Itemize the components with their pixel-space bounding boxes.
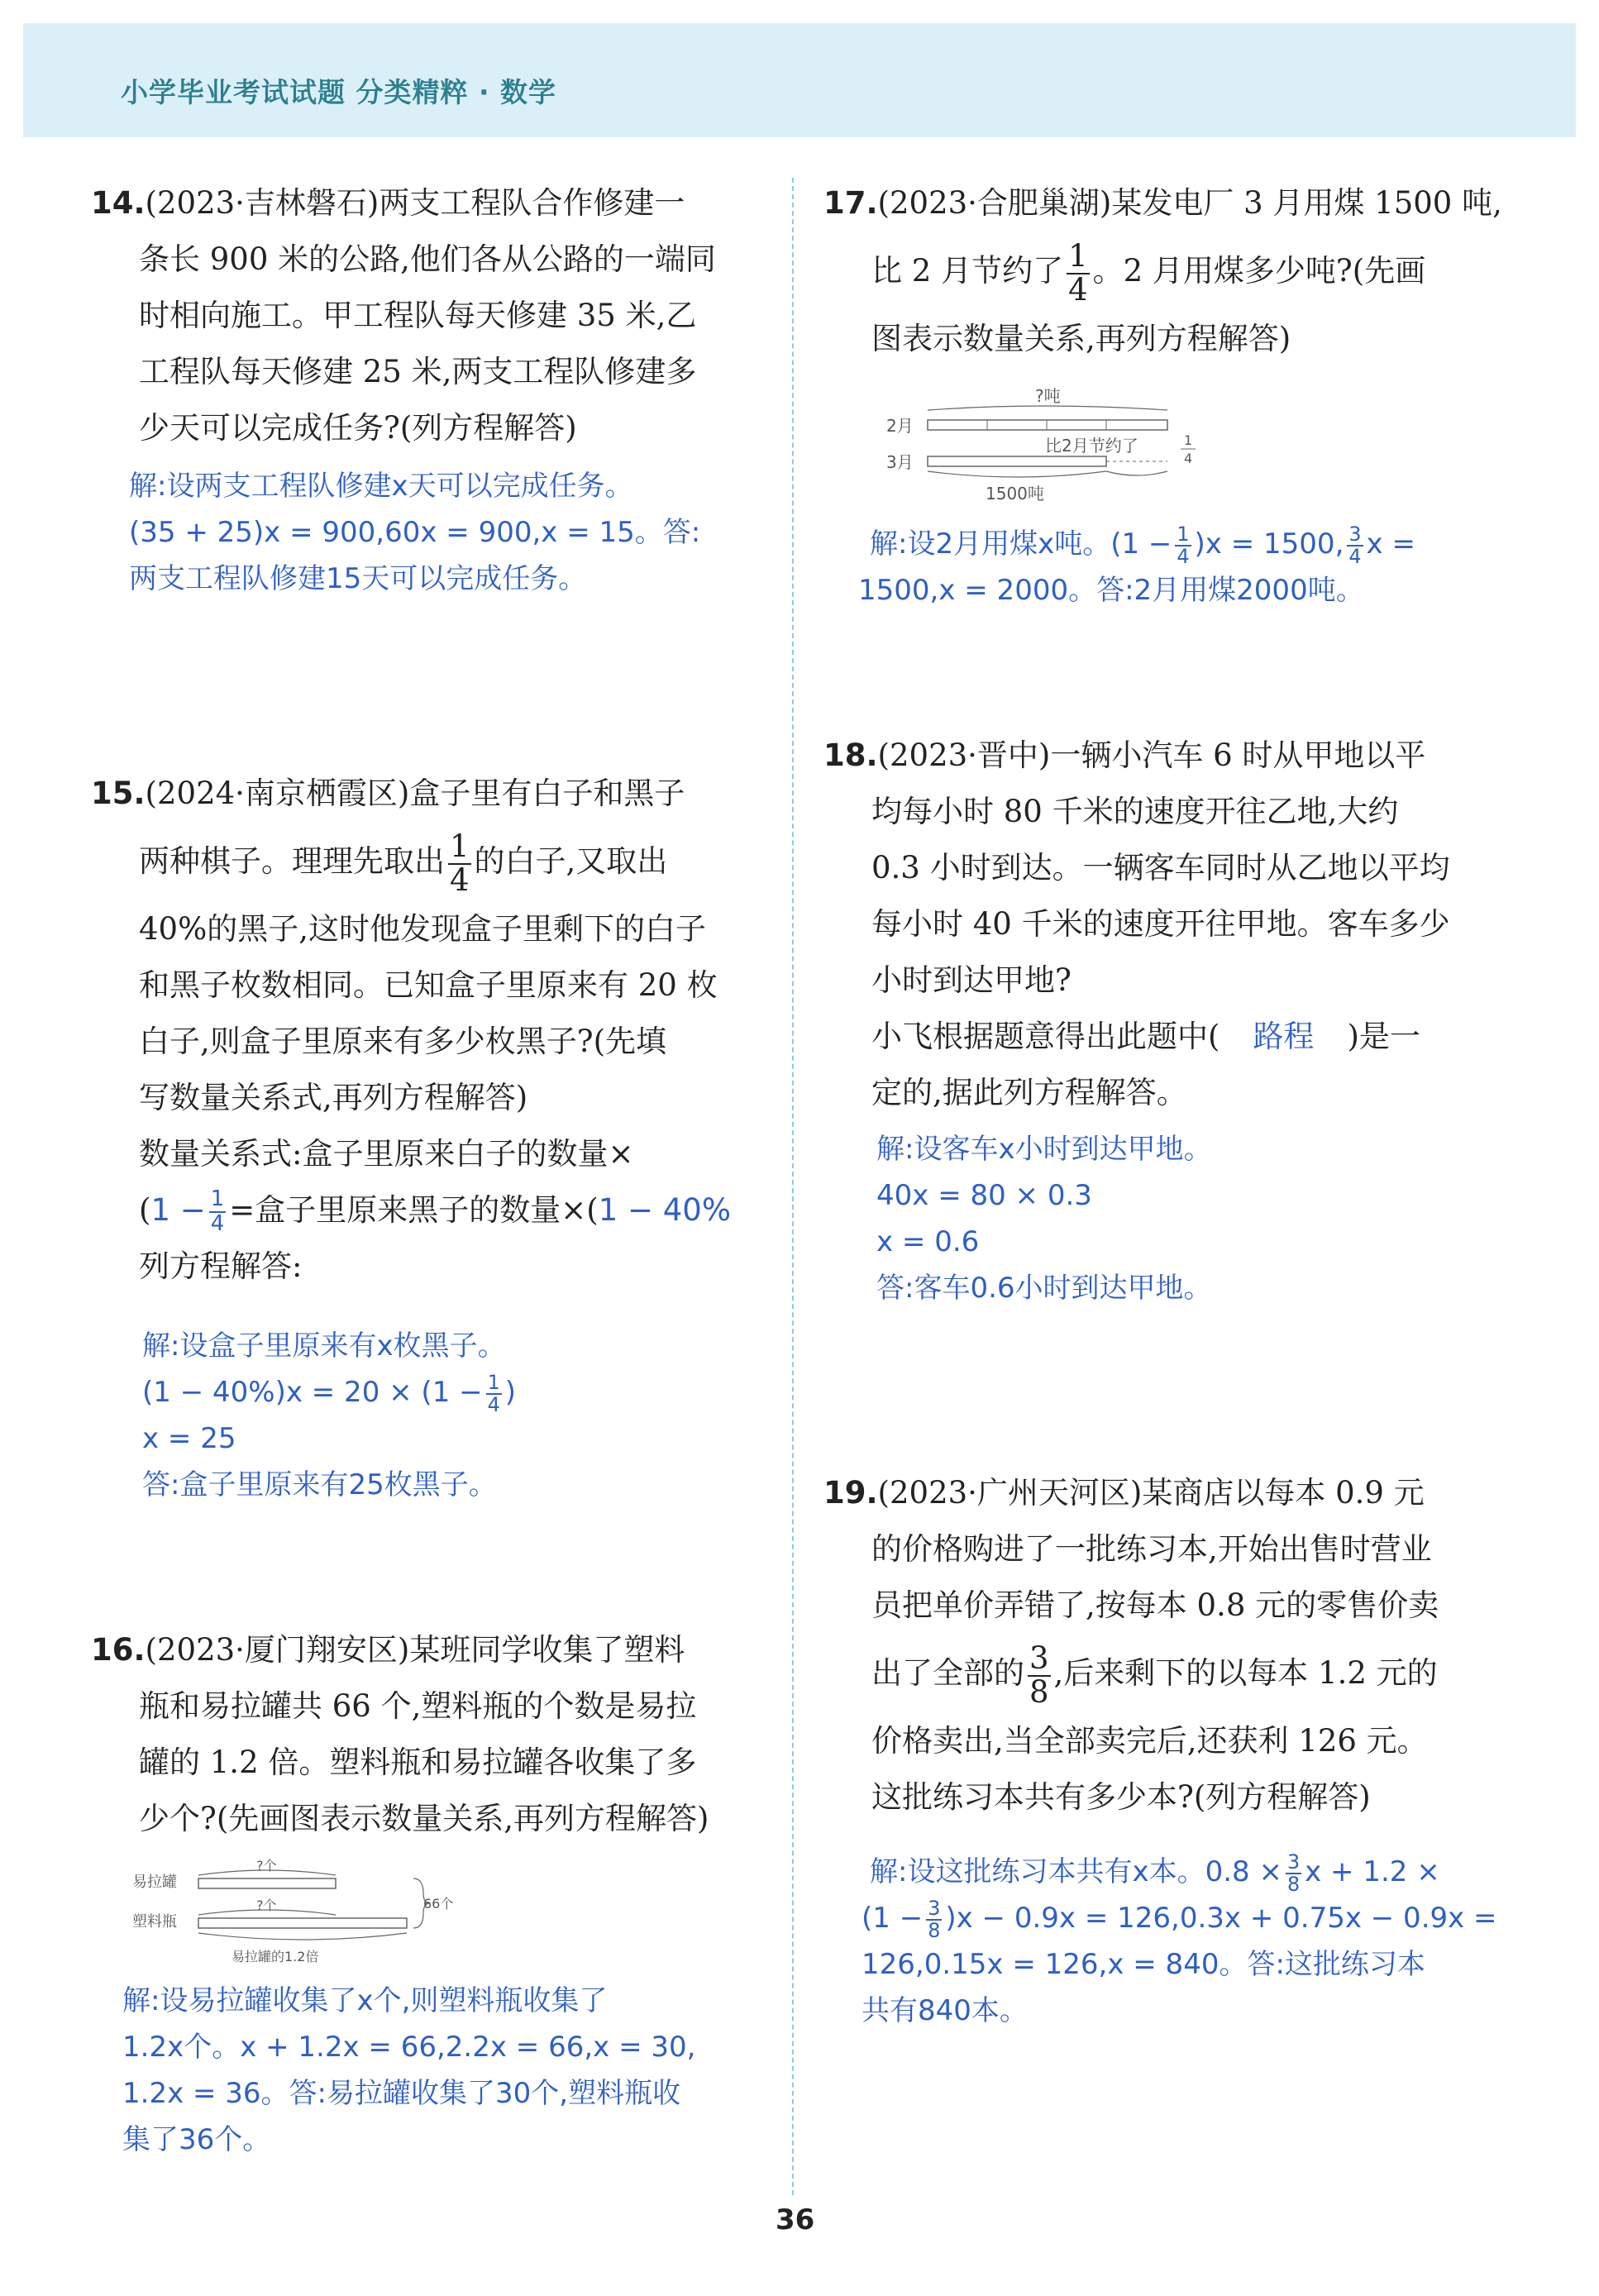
question-19: 19.(2023·广州天河区)某商店以每本 0.9 元 的价格购进了一批练习本,开始出售时营业 员把单价弄错了,按每本 0.8 元的零售价卖 出了全部的 $\frac{3}{8}$ ,后来剩下的以每本 1.2 元的 价格卖出,当全部卖完后,还获利 126 元。 这批练习本共有多少本?(列方程解答) <box>823 1475 1439 1815</box>
fraction: $\frac{1}{4}$ <box>450 828 470 898</box>
answer-16: 解:设易拉罐收集了x个,则塑料瓶收集了 1.2x个。x + 1.2x = 66,2.2x = 66,x = 30, 1.2x = 36。答:易拉罐收集了30个,塑料瓶收 集了36个。 <box>122 1984 696 2156</box>
question-number: 17. <box>823 185 878 221</box>
question-number: 15. <box>91 776 146 811</box>
diagram-label: 1 <box>1184 432 1193 448</box>
diagram-label: 易拉罐的1.2倍 <box>231 1949 319 1964</box>
diagram-label: 3月 <box>886 452 914 472</box>
question-number: 14. <box>91 185 146 221</box>
diagram-label: ?吨 <box>1035 386 1061 406</box>
diagram-label: ?个 <box>256 1858 277 1874</box>
answer-17: 解:设2月用煤x吨。(1 − $\frac{1}{4}$ )x = 1500, $\frac{3}{4}$ x = 1500,x = 2000。答:2月用煤2000吨。 <box>858 522 1415 607</box>
question-17: 17.(2023·合肥巢湖)某发电厂 3 月用煤 1500 吨, 比 2 月节约了 $\frac{1}{4}$ 。2 月用煤多少吨?(先画 图表示数量关系,再列方程解答) <box>823 185 1502 356</box>
question-number: 18. <box>823 737 878 773</box>
diagram-label: 66个 <box>423 1896 454 1912</box>
fill-answer: 路程 <box>1253 1019 1315 1054</box>
answer-14: 解:设两支工程队修建x天可以完成任务。 (35 + 25)x = 900,60x = 900,x = 15。答: 两支工程队修建15天可以完成任务。 <box>129 470 701 595</box>
diagram-label: ?个 <box>256 1897 277 1913</box>
diagram-label: 塑料瓶 <box>132 1913 177 1931</box>
question-number: 16. <box>91 1632 146 1668</box>
answer-15: 解:设盒子里原来有x枚黑子。 (1 − 40%)x = 20 × (1 − $\frac{1}{4}$ ) x = 25 答:盒子里原来有25枚黑子。 <box>142 1329 517 1501</box>
question-16: 16.(2023·厦门翔安区)某班同学收集了塑料 瓶和易拉罐共 66 个,塑料瓶的个数是易拉 罐的 1.2 倍。塑料瓶和易拉罐各收集了多 少个?(先画图表示数量关系,再列方程解答) <box>91 1632 709 1836</box>
diagram-label: 易拉罐 <box>132 1874 177 1891</box>
q17-diagram <box>886 382 1217 506</box>
question-18: 18.(2023·晋中)一辆小汽车 6 时从甲地以平 均每小时 80 千米的速度开往乙地,大约 0.3 小时到达。一辆客车同时从乙地以平均 每小时 40 千米的速度开往甲地。客车多少 小时到达甲地? 小飞根据题意得出此题中( 路程 )是一 定的,据此列方程解答。 <box>823 737 1450 1110</box>
diagram-label: 比2月节约了 <box>1045 436 1138 456</box>
column-divider <box>792 178 794 2195</box>
question-15: 15.(2024·南京栖霞区)盒子里有白子和黑子 两种棋子。理理先取出 $\frac{1}{4}$ 的白子,又取出 40%的黑子,这时他发现盒子里剩下的白子 和黑子枚数相同。已知盒子里原来有 20 枚 白子,则盒子里原来有多少枚黑子?(先填 写数量关系式,再列方程解答) 数量关系式:盒子里原来白子的数量× (1 − $\frac{1}{4}$ =盒子里原来黑子的数量×(1 − 40% 列方程解答: <box>91 776 731 1284</box>
q16-diagram <box>132 1854 454 1969</box>
page-number: 36 <box>776 2203 815 2236</box>
relation-answer-2: 1 − 40% <box>598 1192 731 1228</box>
diagram-label: 4 <box>1184 451 1193 466</box>
answer-18: 解:设客车x小时到达甲地。 40x = 80 × 0.3 x = 0.6 答:客车0.6小时到达甲地。 <box>876 1133 1212 1305</box>
fraction: $\frac{3}{8}$ <box>1029 1640 1049 1710</box>
book-title: 小学毕业考试试题 分类精粹 · 数学 <box>121 76 557 108</box>
question-14: 14.(2023·吉林磐石)两支工程队合作修建一 条长 900 米的公路,他们各从公路的一端同 时相向施工。甲工程队每天修建 35 米,乙 工程队每天修建 25 米,两支工程队修建多 少天可以完成任务?(列方程解答) <box>91 185 716 446</box>
diagram-label: 2月 <box>886 416 914 436</box>
answer-19: 解:设这批练习本共有x本。0.8 × $\frac{3}{8}$ x + 1.2 × (1 − $\frac{3}{8}$ )x − 0.9x = 126,0.3x + 0.75x − 0.9x = 126,0.15x = 126,x = 840。答:这批练习本 共有840本。 <box>862 1850 1497 2027</box>
question-number: 19. <box>823 1475 878 1511</box>
fraction: $\frac{1}{4}$ <box>1068 237 1088 308</box>
relation-answer-1: 1 − $\frac{1}{4}$ <box>150 1186 225 1236</box>
diagram-label: 1500吨 <box>986 484 1044 504</box>
